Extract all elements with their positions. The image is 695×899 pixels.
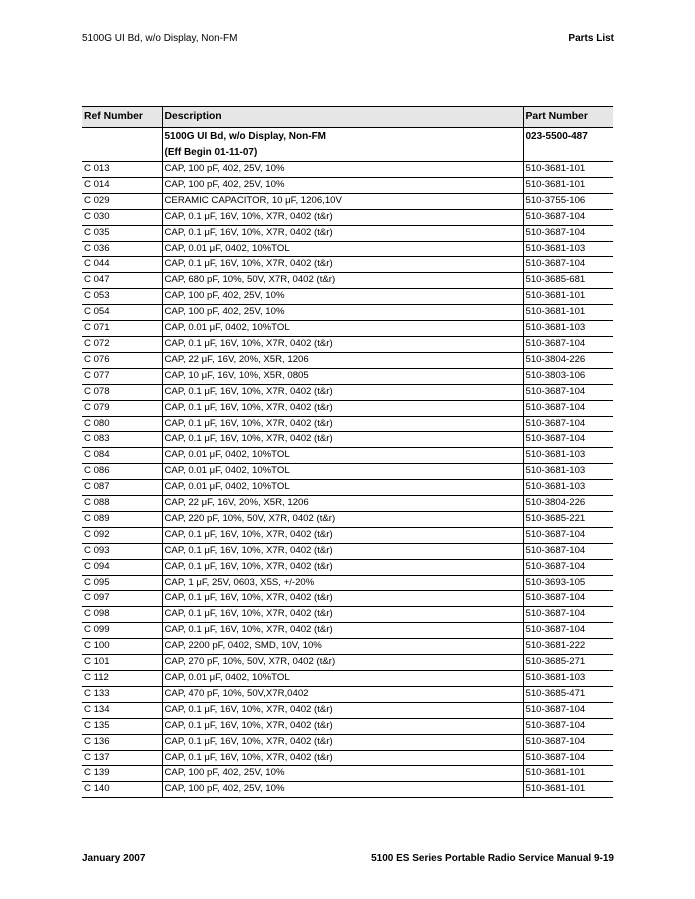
ref-cell: C 135 <box>82 718 162 734</box>
table-row <box>82 193 613 209</box>
page-footer-manual: 5100 ES Series Portable Radio Service Manual 9-19 <box>371 853 614 864</box>
ref-cell: C 133 <box>82 686 162 702</box>
description-cell: CAP, 0.1 μF, 16V, 10%, X7R, 0402 (t&r) <box>162 384 523 400</box>
description-cell: CAP, 100 pF, 402, 25V, 10% <box>162 766 523 782</box>
ref-cell: C 095 <box>82 575 162 591</box>
description-cell: CAP, 680 pF, 10%, 50V, X7R, 0402 (t&r) <box>162 273 523 289</box>
part-number-cell: 510-3687-104 <box>523 734 613 750</box>
page-header-title: 5100G UI Bd, w/o Display, Non-FM <box>82 33 238 44</box>
table-row <box>82 480 613 496</box>
page-header-section: Parts List <box>568 33 614 44</box>
table-row <box>82 782 613 798</box>
part-number-cell: 510-3687-104 <box>523 607 613 623</box>
description-cell: CAP, 0.1 μF, 16V, 10%, X7R, 0402 (t&r) <box>162 209 523 225</box>
table-header-row <box>82 107 613 128</box>
description-cell: CAP, 100 pF, 402, 25V, 10% <box>162 782 523 798</box>
part-number-cell: 510-3687-104 <box>523 591 613 607</box>
part-number-cell: 510-3687-104 <box>523 718 613 734</box>
ref-cell: C 101 <box>82 655 162 671</box>
ref-cell: C 079 <box>82 400 162 416</box>
parts-list-table <box>82 106 613 798</box>
part-number-cell: 510-3681-103 <box>523 464 613 480</box>
ref-cell: C 054 <box>82 305 162 321</box>
part-number-cell: 510-3687-104 <box>523 209 613 225</box>
table-row <box>82 639 613 655</box>
description-cell: CAP, 0.1 μF, 16V, 10%, X7R, 0402 (t&r) <box>162 400 523 416</box>
part-number-cell: 510-3687-104 <box>523 416 613 432</box>
part-number-cell: 510-3687-104 <box>523 702 613 718</box>
table-row <box>82 686 613 702</box>
table-row <box>82 607 613 623</box>
table-row <box>82 655 613 671</box>
description-cell: CAP, 2200 pF, 0402, SMD, 10V, 10% <box>162 639 523 655</box>
description-cell: CAP, 100 pF, 402, 25V, 10% <box>162 162 523 178</box>
part-number-cell: 510-3755-106 <box>523 193 613 209</box>
ref-cell: C 136 <box>82 734 162 750</box>
column-header-description: Description <box>162 107 523 128</box>
table-row <box>82 766 613 782</box>
part-number-cell: 510-3687-104 <box>523 384 613 400</box>
table-row <box>82 702 613 718</box>
part-number-cell: 510-3681-103 <box>523 448 613 464</box>
description-cell: CAP, 0.1 μF, 16V, 10%, X7R, 0402 (t&r) <box>162 607 523 623</box>
part-number-cell: 510-3804-226 <box>523 352 613 368</box>
part-number-cell: 510-3687-104 <box>523 527 613 543</box>
part-number-cell: 510-3681-222 <box>523 639 613 655</box>
part-number-cell: 510-3687-104 <box>523 225 613 241</box>
part-number-cell: 510-3681-101 <box>523 766 613 782</box>
ref-cell: C 044 <box>82 257 162 273</box>
table-row <box>82 321 613 337</box>
ref-cell: C 093 <box>82 543 162 559</box>
description-cell: CAP, 0.1 μF, 16V, 10%, X7R, 0402 (t&r) <box>162 257 523 273</box>
description-cell: CAP, 100 pF, 402, 25V, 10% <box>162 305 523 321</box>
ref-cell: C 029 <box>82 193 162 209</box>
part-number-cell: 510-3685-221 <box>523 511 613 527</box>
table-row <box>82 448 613 464</box>
description-cell: CAP, 0.1 μF, 16V, 10%, X7R, 0402 (t&r) <box>162 527 523 543</box>
description-cell: CAP, 0.1 μF, 16V, 10%, X7R, 0402 (t&r) <box>162 591 523 607</box>
table-row <box>82 718 613 734</box>
part-number-cell: 510-3681-103 <box>523 671 613 687</box>
ref-cell: C 076 <box>82 352 162 368</box>
table-row <box>82 559 613 575</box>
description-cell: CAP, 0.01 μF, 0402, 10%TOL <box>162 464 523 480</box>
part-number-cell: 510-3687-104 <box>523 257 613 273</box>
description-cell: CERAMIC CAPACITOR, 10 μF, 1206,10V <box>162 193 523 209</box>
description-cell: CAP, 100 pF, 402, 25V, 10% <box>162 177 523 193</box>
table-row <box>82 257 613 273</box>
ref-cell: C 134 <box>82 702 162 718</box>
part-number-cell: 510-3804-226 <box>523 496 613 512</box>
description-cell: CAP, 0.01 μF, 0402, 10%TOL <box>162 241 523 257</box>
part-number-cell: 510-3687-104 <box>523 336 613 352</box>
ref-cell: C 071 <box>82 321 162 337</box>
part-number-cell: 510-3687-104 <box>523 432 613 448</box>
column-header-ref: Ref Number <box>82 107 162 128</box>
table-row <box>82 511 613 527</box>
description-cell: CAP, 270 pF, 10%, 50V, X7R, 0402 (t&r) <box>162 655 523 671</box>
description-cell: CAP, 0.01 μF, 0402, 10%TOL <box>162 480 523 496</box>
ref-cell: C 078 <box>82 384 162 400</box>
table-row <box>82 209 613 225</box>
description-cell: CAP, 0.1 μF, 16V, 10%, X7R, 0402 (t&r) <box>162 559 523 575</box>
table-row <box>82 336 613 352</box>
page-footer-date: January 2007 <box>82 853 146 864</box>
ref-cell: C 047 <box>82 273 162 289</box>
description-cell: CAP, 470 pF, 10%, 50V,X7R,0402 <box>162 686 523 702</box>
column-header-part: Part Number <box>523 107 613 128</box>
description-cell: CAP, 100 pF, 402, 25V, 10% <box>162 289 523 305</box>
table-row <box>82 543 613 559</box>
ref-cell: C 112 <box>82 671 162 687</box>
description-cell: CAP, 22 μF, 16V, 20%, X5R, 1206 <box>162 352 523 368</box>
table-row <box>82 750 613 766</box>
part-number-cell: 510-3681-103 <box>523 241 613 257</box>
ref-cell: C 092 <box>82 527 162 543</box>
description-cell: CAP, 0.1 μF, 16V, 10%, X7R, 0402 (t&r) <box>162 623 523 639</box>
table-row <box>82 734 613 750</box>
table-row <box>82 464 613 480</box>
ref-cell: C 097 <box>82 591 162 607</box>
part-number-cell: 510-3681-101 <box>523 289 613 305</box>
assembly-part-number: 023-5500-487 <box>523 128 613 162</box>
description-cell: CAP, 0.1 μF, 16V, 10%, X7R, 0402 (t&r) <box>162 734 523 750</box>
table-row <box>82 575 613 591</box>
ref-cell: C 083 <box>82 432 162 448</box>
ref-cell: C 084 <box>82 448 162 464</box>
assembly-row <box>82 128 613 162</box>
part-number-cell: 510-3687-104 <box>523 750 613 766</box>
ref-cell: C 014 <box>82 177 162 193</box>
ref-cell: C 098 <box>82 607 162 623</box>
ref-cell: C 035 <box>82 225 162 241</box>
part-number-cell: 510-3685-271 <box>523 655 613 671</box>
ref-cell: C 088 <box>82 496 162 512</box>
ref-cell: C 140 <box>82 782 162 798</box>
part-number-cell: 510-3687-104 <box>523 543 613 559</box>
table-row <box>82 162 613 178</box>
part-number-cell: 510-3685-681 <box>523 273 613 289</box>
assembly-effective-date: (Eff Begin 01-11-07) <box>164 146 258 158</box>
table-row <box>82 432 613 448</box>
part-number-cell: 510-3681-101 <box>523 305 613 321</box>
assembly-ref <box>82 128 162 162</box>
ref-cell: C 086 <box>82 464 162 480</box>
description-cell: CAP, 0.1 μF, 16V, 10%, X7R, 0402 (t&r) <box>162 432 523 448</box>
description-cell: CAP, 0.1 μF, 16V, 10%, X7R, 0402 (t&r) <box>162 750 523 766</box>
part-number-cell: 510-3693-105 <box>523 575 613 591</box>
table-row <box>82 591 613 607</box>
ref-cell: C 072 <box>82 336 162 352</box>
part-number-cell: 510-3681-101 <box>523 782 613 798</box>
description-cell: CAP, 0.01 μF, 0402, 10%TOL <box>162 448 523 464</box>
part-number-cell: 510-3687-104 <box>523 400 613 416</box>
description-cell: CAP, 220 pF, 10%, 50V, X7R, 0402 (t&r) <box>162 511 523 527</box>
table-row <box>82 671 613 687</box>
ref-cell: C 137 <box>82 750 162 766</box>
description-cell: CAP, 0.1 μF, 16V, 10%, X7R, 0402 (t&r) <box>162 543 523 559</box>
description-cell: CAP, 0.01 μF, 0402, 10%TOL <box>162 671 523 687</box>
ref-cell: C 089 <box>82 511 162 527</box>
table-row <box>82 496 613 512</box>
part-number-cell: 510-3681-103 <box>523 321 613 337</box>
description-cell: CAP, 1 μF, 25V, 0603, X5S, +/-20% <box>162 575 523 591</box>
ref-cell: C 036 <box>82 241 162 257</box>
ref-cell: C 013 <box>82 162 162 178</box>
description-cell: CAP, 10 μF, 16V, 10%, X5R, 0805 <box>162 368 523 384</box>
table-row <box>82 241 613 257</box>
ref-cell: C 087 <box>82 480 162 496</box>
table-row <box>82 400 613 416</box>
table-row <box>82 305 613 321</box>
ref-cell: C 139 <box>82 766 162 782</box>
part-number-cell: 510-3681-103 <box>523 480 613 496</box>
assembly-title: 5100G UI Bd, w/o Display, Non-FM <box>164 131 327 142</box>
ref-cell: C 094 <box>82 559 162 575</box>
description-cell: CAP, 0.1 μF, 16V, 10%, X7R, 0402 (t&r) <box>162 225 523 241</box>
part-number-cell: 510-3803-106 <box>523 368 613 384</box>
table-row <box>82 416 613 432</box>
part-number-cell: 510-3681-101 <box>523 162 613 178</box>
description-cell: CAP, 0.1 μF, 16V, 10%, X7R, 0402 (t&r) <box>162 702 523 718</box>
ref-cell: C 080 <box>82 416 162 432</box>
description-cell: CAP, 0.1 μF, 16V, 10%, X7R, 0402 (t&r) <box>162 336 523 352</box>
description-cell: CAP, 22 μF, 16V, 20%, X5R, 1206 <box>162 496 523 512</box>
ref-cell: C 077 <box>82 368 162 384</box>
part-number-cell: 510-3687-104 <box>523 623 613 639</box>
part-number-cell: 510-3687-104 <box>523 559 613 575</box>
assembly-description <box>162 128 523 162</box>
table-row <box>82 384 613 400</box>
table-row <box>82 225 613 241</box>
table-row <box>82 527 613 543</box>
ref-cell: C 053 <box>82 289 162 305</box>
table-row <box>82 368 613 384</box>
part-number-cell: 510-3681-101 <box>523 177 613 193</box>
table-row <box>82 177 613 193</box>
description-cell: CAP, 0.1 μF, 16V, 10%, X7R, 0402 (t&r) <box>162 718 523 734</box>
ref-cell: C 100 <box>82 639 162 655</box>
table-row <box>82 623 613 639</box>
table-row <box>82 273 613 289</box>
table-row <box>82 352 613 368</box>
part-number-cell: 510-3685-471 <box>523 686 613 702</box>
description-cell: CAP, 0.01 μF, 0402, 10%TOL <box>162 321 523 337</box>
ref-cell: C 030 <box>82 209 162 225</box>
description-cell: CAP, 0.1 μF, 16V, 10%, X7R, 0402 (t&r) <box>162 416 523 432</box>
ref-cell: C 099 <box>82 623 162 639</box>
table-row <box>82 289 613 305</box>
